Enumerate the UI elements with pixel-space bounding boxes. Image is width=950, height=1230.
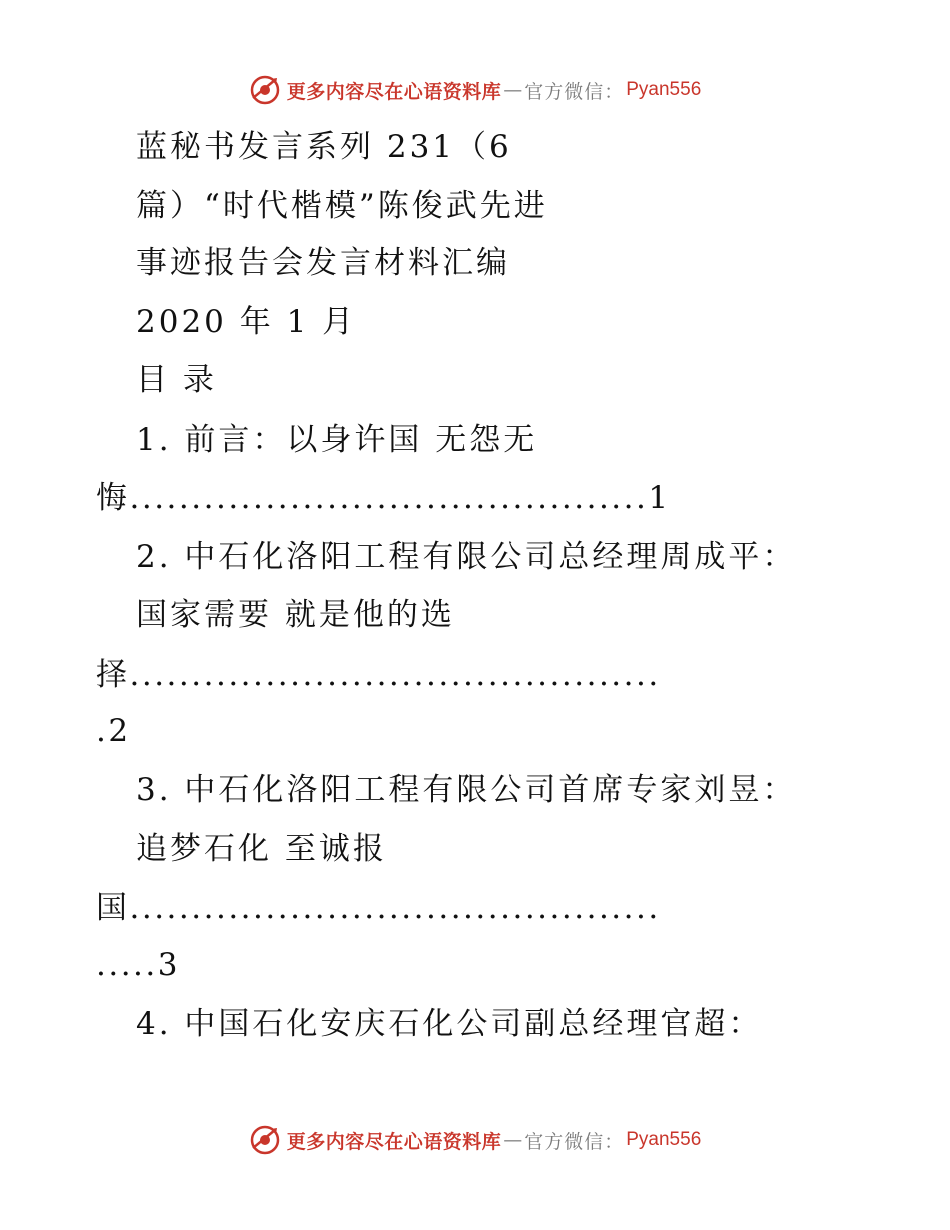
toc-line-8: 追梦石化 至诚报 xyxy=(136,831,387,867)
toc-line-7: 3. 中石化洛阳工程有限公司首席专家刘昱： xyxy=(136,772,797,808)
watermark-site-text: 更多内容尽在心语资料库 xyxy=(286,1130,502,1153)
watermark-separator: — xyxy=(503,1129,523,1151)
toc-line-11: 4. 中国石化安庆石化公司副总经理官超： xyxy=(136,1006,763,1042)
watermark-wechat-label: 官方微信： xyxy=(524,80,625,103)
toc-line-2: 悔..........................................1 xyxy=(96,480,671,516)
brand-logo-icon xyxy=(249,74,281,106)
doc-title-line-2: 篇）“时代楷模”陈俊武先进 xyxy=(136,188,548,224)
watermark-banner-bottom xyxy=(0,1120,950,1160)
toc-line-5: 择........................................... xyxy=(96,657,661,693)
toc-heading: 目 录 xyxy=(136,362,217,398)
watermark-wechat-id: Pyan556 xyxy=(626,79,702,100)
doc-title-line-3: 事迹报告会发言材料汇编 xyxy=(136,245,510,281)
watermark-site-text: 更多内容尽在心语资料库 xyxy=(286,80,502,103)
watermark-banner-top xyxy=(0,70,950,110)
toc-line-4: 国家需要 就是他的选 xyxy=(136,597,455,633)
toc-line-3: 2. 中石化洛阳工程有限公司总经理周成平： xyxy=(136,539,797,575)
toc-line-6: .2 xyxy=(96,713,131,749)
doc-title-line-1: 蓝秘书发言系列 231（6 xyxy=(136,129,512,165)
watermark-separator: — xyxy=(503,79,523,101)
watermark-wechat-id: Pyan556 xyxy=(626,1129,702,1150)
toc-line-9: 国........................................... xyxy=(96,890,661,926)
doc-date: 2020 年 1 月 xyxy=(136,304,357,340)
watermark-text xyxy=(287,1127,702,1154)
brand-logo-icon xyxy=(249,1124,281,1156)
toc-line-1: 1. 前言：以身许国 无怨无 xyxy=(136,422,538,458)
watermark-text xyxy=(287,77,702,104)
watermark-wechat-label: 官方微信： xyxy=(524,1130,625,1153)
toc-line-10: .....3 xyxy=(96,947,180,983)
